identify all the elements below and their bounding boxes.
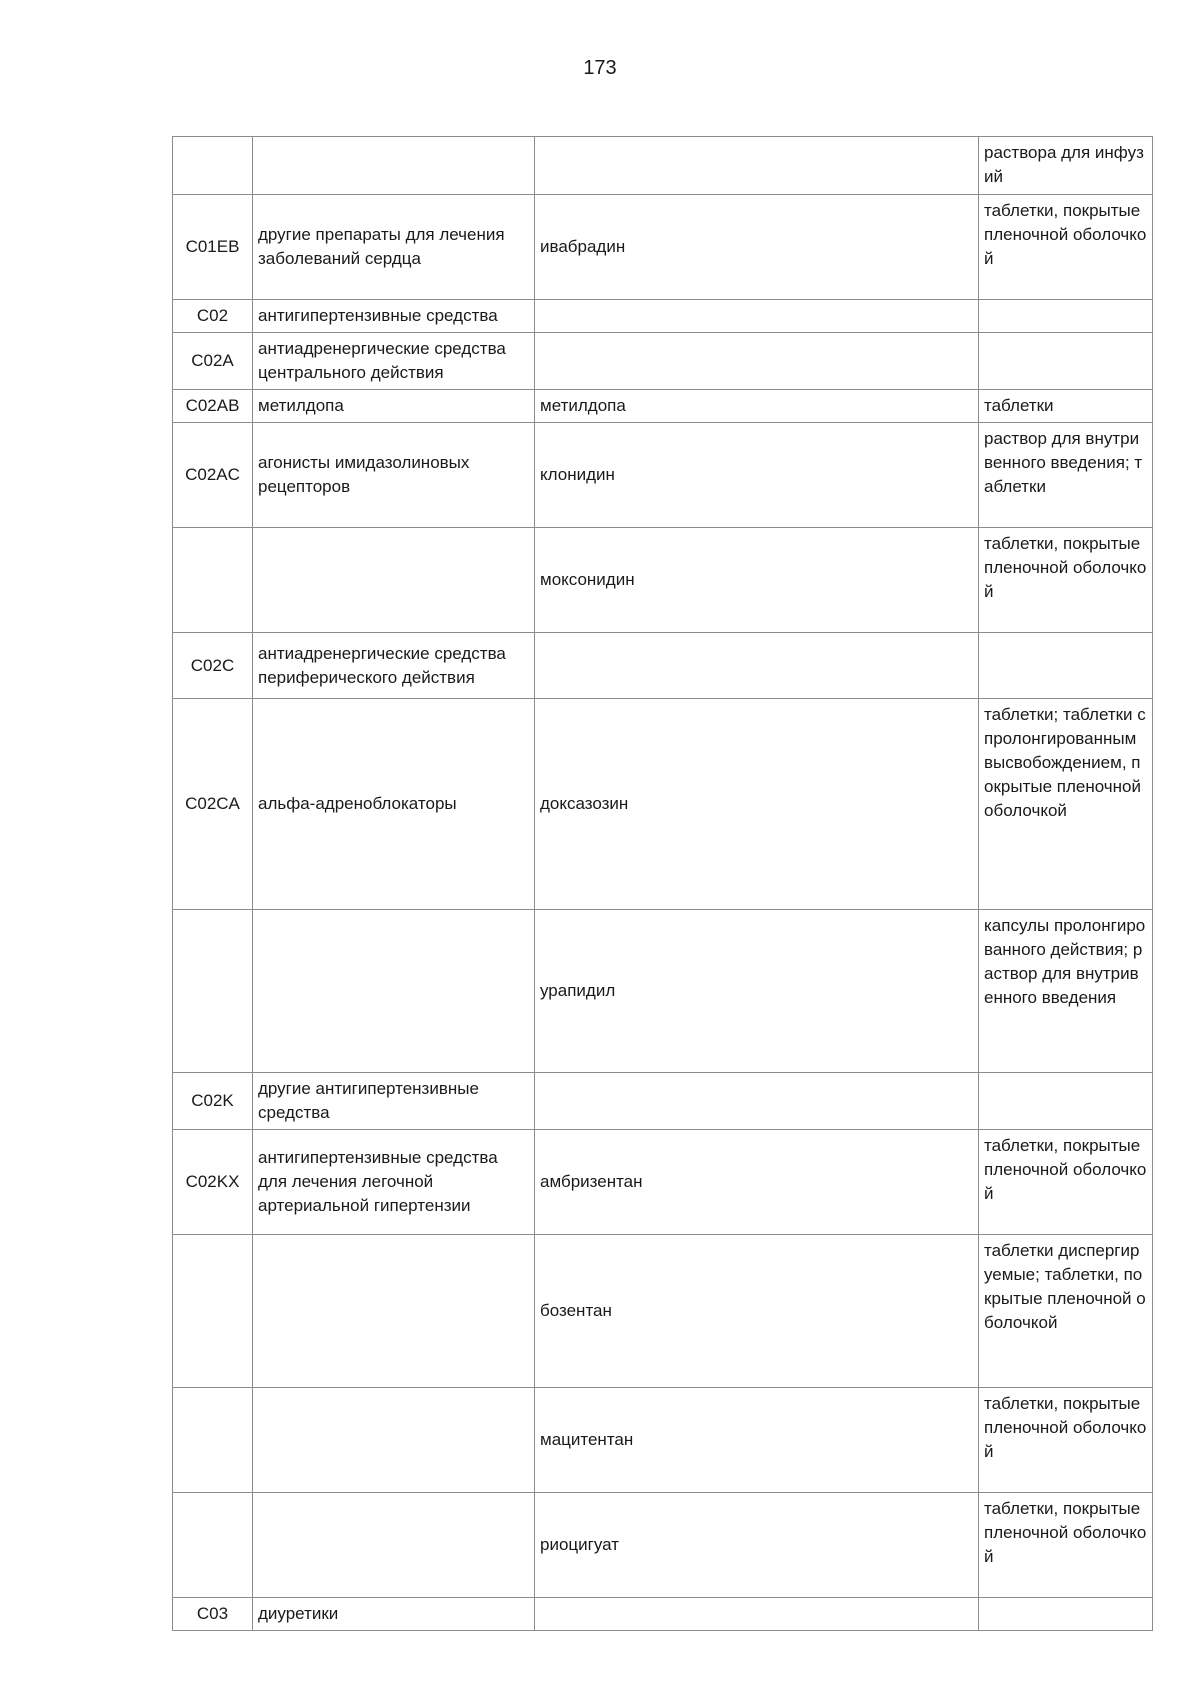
drug-name-cell: моксонидин xyxy=(535,528,979,633)
atc-group-cell xyxy=(253,1493,535,1598)
drug-name-cell: доксазозин xyxy=(535,699,979,910)
table-row xyxy=(173,1388,1153,1493)
drug-name-cell xyxy=(535,137,979,195)
table-row xyxy=(173,1598,1153,1631)
atc-code-cell: C02 xyxy=(173,300,253,333)
atc-group-cell: диуретики xyxy=(253,1598,535,1631)
atc-group-cell xyxy=(253,137,535,195)
atc-group-cell: другие антигипертензивные средства xyxy=(253,1073,535,1130)
table-row xyxy=(173,1130,1153,1235)
atc-group-cell xyxy=(253,528,535,633)
atc-group-cell: антиадренергические средства центрального действия xyxy=(253,333,535,390)
table-row xyxy=(173,699,1153,910)
drug-name-cell xyxy=(535,1073,979,1130)
atc-code-cell: C02AB xyxy=(173,390,253,423)
atc-code-cell xyxy=(173,528,253,633)
dosage-form-cell xyxy=(979,1598,1153,1631)
dosage-form-cell: таблетки диспергируемые; таблетки, покрытые пленочной оболочкой xyxy=(979,1235,1153,1388)
table-row xyxy=(173,333,1153,390)
drug-name-cell: ивабрадин xyxy=(535,195,979,300)
drug-name-cell xyxy=(535,1598,979,1631)
dosage-form-cell: таблетки xyxy=(979,390,1153,423)
drug-name-cell xyxy=(535,333,979,390)
atc-code-cell: C01EB xyxy=(173,195,253,300)
atc-group-cell xyxy=(253,1388,535,1493)
drug-name-cell: риоцигуат xyxy=(535,1493,979,1598)
drug-name-cell: клонидин xyxy=(535,423,979,528)
dosage-form-cell xyxy=(979,333,1153,390)
atc-group-cell: метилдопа xyxy=(253,390,535,423)
table-row xyxy=(173,910,1153,1073)
drug-name-cell: урапидил xyxy=(535,910,979,1073)
drug-table xyxy=(172,136,1153,1631)
drug-name-cell xyxy=(535,300,979,333)
atc-code-cell: C02C xyxy=(173,633,253,699)
atc-code-cell: C02CA xyxy=(173,699,253,910)
atc-group-cell: антигипертензивные средства xyxy=(253,300,535,333)
table-row xyxy=(173,390,1153,423)
atc-code-cell xyxy=(173,910,253,1073)
drug-name-cell: амбризентан xyxy=(535,1130,979,1235)
atc-group-cell xyxy=(253,1235,535,1388)
table-row xyxy=(173,423,1153,528)
atc-code-cell xyxy=(173,1493,253,1598)
atc-group-cell: антигипертензивные средства для лечения легочной артериальной гипертензии xyxy=(253,1130,535,1235)
table-row xyxy=(173,137,1153,195)
atc-group-cell: антиадренергические средства периферического действия xyxy=(253,633,535,699)
dosage-form-cell: таблетки, покрытые пленочной оболочкой xyxy=(979,528,1153,633)
table-row xyxy=(173,528,1153,633)
atc-code-cell: C02K xyxy=(173,1073,253,1130)
drug-name-cell: бозентан xyxy=(535,1235,979,1388)
page-number: 173 xyxy=(583,57,617,79)
dosage-form-cell: раствора для инфузий xyxy=(979,137,1153,195)
table-row xyxy=(173,633,1153,699)
dosage-form-cell: таблетки, покрытые пленочной оболочкой xyxy=(979,1388,1153,1493)
table-body xyxy=(173,137,1153,1631)
dosage-form-cell: таблетки, покрытые пленочной оболочкой xyxy=(979,1493,1153,1598)
atc-group-cell: альфа-адреноблокаторы xyxy=(253,699,535,910)
dosage-form-cell: таблетки; таблетки с пролонгированным высвобождением, покрытые пленочной оболочкой xyxy=(979,699,1153,910)
table-row xyxy=(173,1235,1153,1388)
dosage-form-cell: раствор для внутривенного введения; таблетки xyxy=(979,423,1153,528)
drug-name-cell: метилдопа xyxy=(535,390,979,423)
drug-name-cell xyxy=(535,633,979,699)
dosage-form-cell: таблетки, покрытые пленочной оболочкой xyxy=(979,195,1153,300)
atc-code-cell: C02AC xyxy=(173,423,253,528)
dosage-form-cell xyxy=(979,633,1153,699)
atc-code-cell: C02A xyxy=(173,333,253,390)
atc-code-cell: C03 xyxy=(173,1598,253,1631)
atc-code-cell xyxy=(173,1235,253,1388)
atc-code-cell: C02KX xyxy=(173,1130,253,1235)
table-row xyxy=(173,1073,1153,1130)
atc-group-cell: другие препараты для лечения заболеваний сердца xyxy=(253,195,535,300)
atc-code-cell xyxy=(173,1388,253,1493)
atc-group-cell xyxy=(253,910,535,1073)
dosage-form-cell: капсулы пролонгированного действия; раствор для внутривенного введения xyxy=(979,910,1153,1073)
dosage-form-cell: таблетки, покрытые пленочной оболочкой xyxy=(979,1130,1153,1235)
table-row xyxy=(173,300,1153,333)
dosage-form-cell xyxy=(979,300,1153,333)
atc-code-cell xyxy=(173,137,253,195)
table-row xyxy=(173,1493,1153,1598)
dosage-form-cell xyxy=(979,1073,1153,1130)
table-row xyxy=(173,195,1153,300)
atc-group-cell: агонисты имидазолиновых рецепторов xyxy=(253,423,535,528)
drug-name-cell: мацитентан xyxy=(535,1388,979,1493)
